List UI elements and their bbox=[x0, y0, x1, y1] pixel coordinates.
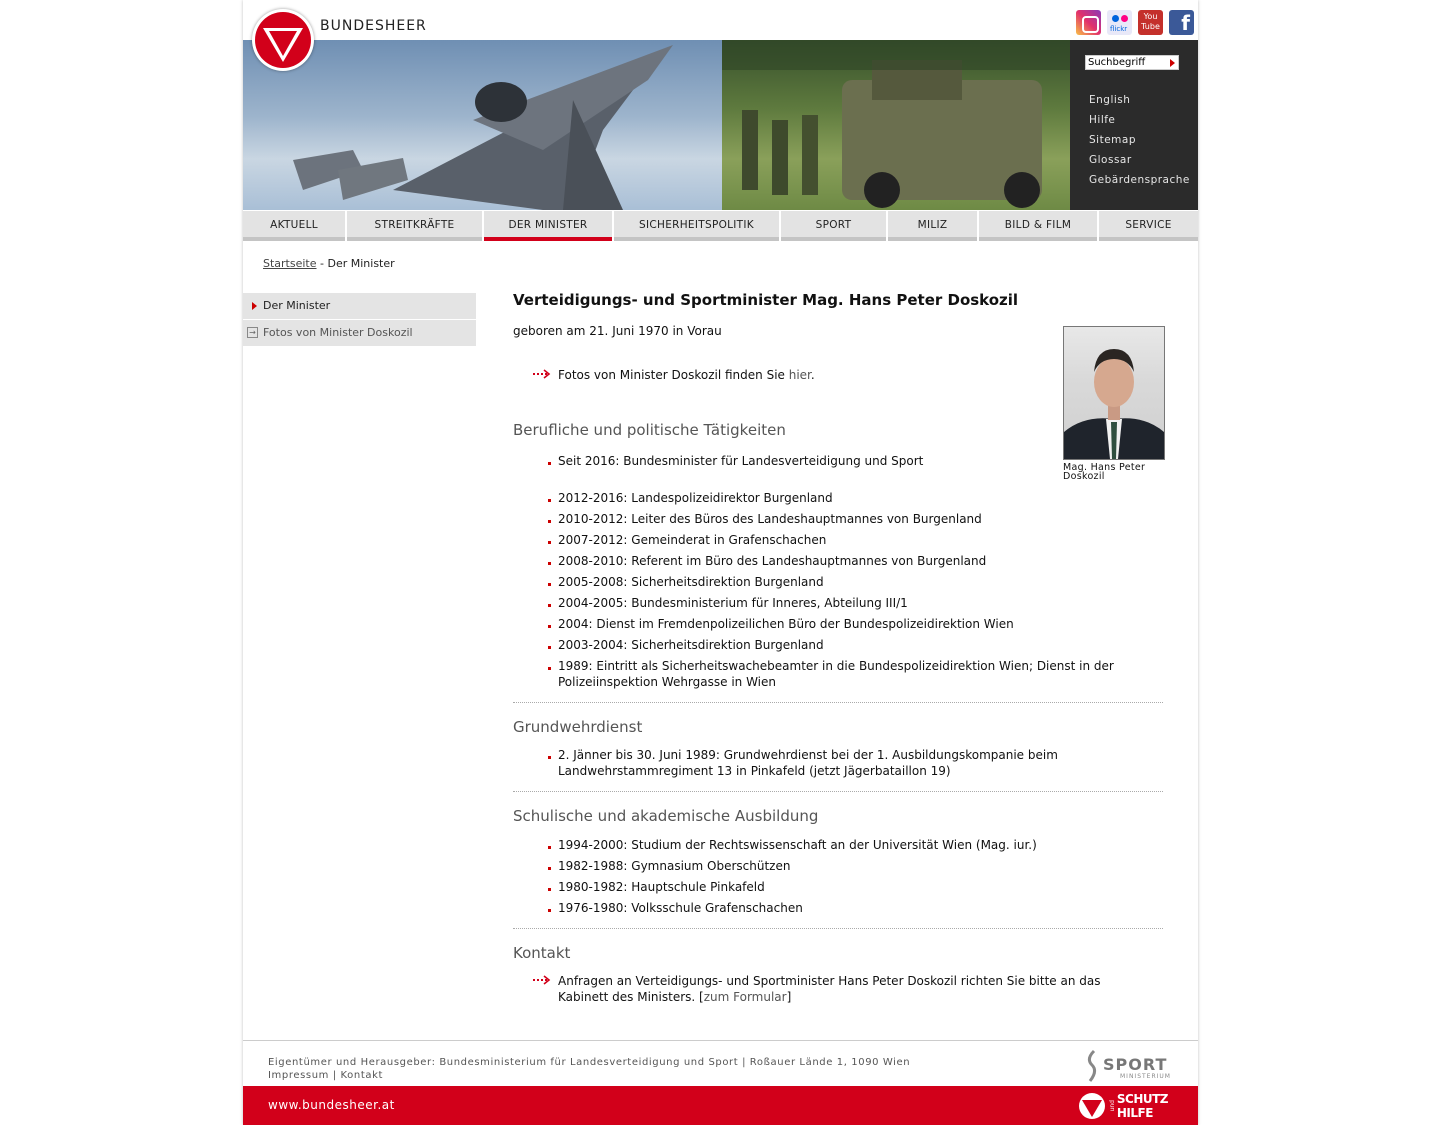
footer-red-bar bbox=[243, 1086, 1198, 1125]
side-link-sitemap[interactable]: Sitemap bbox=[1089, 134, 1136, 146]
list-item: 2005-2008: Sicherheitsdirektion Burgenland bbox=[513, 574, 1163, 590]
main-nav bbox=[243, 211, 1198, 241]
left-menu bbox=[243, 293, 476, 347]
photos-end: . bbox=[810, 368, 815, 382]
side-link-hilfe[interactable]: Hilfe bbox=[1089, 114, 1116, 126]
list-item: 2004: Dienst im Fremdenpolizeilichen Büro der Bundespolizeidirektion Wien bbox=[513, 616, 1163, 632]
list-item: 2. Jänner bis 30. Juni 1989: Grundwehrdienst bei der 1. Ausbildungskompanie beim Landwehrstammregiment 13 in Pinkafeld (jetzt Jägerbataillon 19) bbox=[513, 747, 1073, 779]
ausbildung-list bbox=[513, 837, 1163, 916]
search-placeholder: Suchbegriff bbox=[1088, 57, 1146, 68]
contact-line bbox=[513, 973, 1153, 1005]
side-link-glossar[interactable]: Glossar bbox=[1089, 154, 1132, 166]
sh-logo-und: und bbox=[1108, 1099, 1116, 1112]
list-item: 2003-2004: Sicherheitsdirektion Burgenland bbox=[513, 637, 1163, 653]
list-item: 2012-2016: Landespolizeidirektor Burgenland bbox=[513, 490, 1163, 506]
list-item: 1980-1982: Hauptschule Pinkafeld bbox=[513, 879, 1163, 895]
photo-caption: Mag. Hans Peter Doskozil bbox=[1063, 462, 1146, 482]
breadcrumb-home-link[interactable]: Startseite bbox=[263, 257, 317, 270]
eurofighter-image bbox=[243, 40, 722, 210]
dotted-arrow-icon bbox=[533, 975, 551, 985]
footer-links bbox=[268, 1070, 383, 1081]
left-menu-der-minister[interactable] bbox=[243, 293, 476, 319]
tab-der-minister[interactable]: DER MINISTER bbox=[484, 211, 612, 241]
page bbox=[243, 0, 1198, 1125]
footer bbox=[243, 1040, 1198, 1086]
breadcrumb-current: Der Minister bbox=[327, 257, 395, 270]
list-item: 2004-2005: Bundesministerium für Inneres, Abteilung III/1 bbox=[513, 595, 1163, 611]
tab-sport[interactable]: SPORT bbox=[781, 211, 886, 241]
page-title: Verteidigungs- und Sportminister Mag. Hans Peter Doskozil bbox=[513, 291, 1019, 309]
tab-sicherheitspolitik[interactable]: SICHERHEITSPOLITIK bbox=[614, 211, 779, 241]
tab-miliz[interactable]: MILIZ bbox=[888, 211, 977, 241]
contact-end: ] bbox=[786, 990, 792, 1004]
side-links bbox=[1089, 94, 1190, 194]
bundesheer-logo[interactable] bbox=[252, 9, 314, 71]
tab-streitkraefte[interactable]: STREITKRÄFTE bbox=[347, 211, 482, 241]
breadcrumb-separator: - bbox=[316, 257, 328, 270]
photos-link-line bbox=[513, 367, 1163, 383]
side-link-gebaerdensprache[interactable]: Gebärdensprache bbox=[1089, 174, 1190, 186]
external-link-icon: → bbox=[247, 327, 258, 338]
top-bar bbox=[243, 0, 1198, 40]
section-divider bbox=[513, 702, 1163, 703]
sport-logo-text: SPORT bbox=[1103, 1055, 1168, 1074]
left-menu-label: Fotos von Minister Doskozil bbox=[263, 326, 413, 339]
footer-link-divider: | bbox=[328, 1070, 341, 1081]
career-list bbox=[513, 453, 1163, 690]
photos-text: Fotos von Minister Doskozil finden Sie bbox=[558, 368, 789, 382]
soldiers-image bbox=[722, 40, 1070, 210]
sportministerium-logo[interactable] bbox=[1086, 1049, 1176, 1083]
header-banner bbox=[243, 40, 1198, 210]
search-go-icon[interactable] bbox=[1170, 59, 1175, 67]
social-links bbox=[1076, 10, 1194, 35]
brand-name: BUNDESHEER bbox=[320, 18, 427, 34]
left-menu-fotos[interactable] bbox=[243, 320, 476, 346]
dotted-arrow-icon bbox=[533, 369, 551, 379]
section-title-kontakt: Kontakt bbox=[513, 944, 571, 962]
section-divider bbox=[513, 928, 1163, 929]
sh-logo-hilfe: HILFE bbox=[1116, 1105, 1153, 1120]
schutz-und-hilfe-logo[interactable] bbox=[1078, 1090, 1168, 1121]
tab-service[interactable]: SERVICE bbox=[1099, 211, 1198, 241]
facebook-icon[interactable]: f bbox=[1169, 10, 1194, 35]
search-input[interactable] bbox=[1085, 55, 1179, 70]
contact-form-link[interactable]: zum Formular bbox=[703, 990, 787, 1004]
birth-info: geboren am 21. Juni 1970 in Vorau bbox=[513, 324, 722, 338]
site-url: www.bundesheer.at bbox=[268, 1098, 395, 1112]
tab-bild-film[interactable]: BILD & FILM bbox=[979, 211, 1097, 241]
photos-hier-link[interactable]: hier bbox=[788, 368, 811, 382]
bundesheer-mini-logo-icon bbox=[1078, 1092, 1106, 1120]
list-item: Seit 2016: Bundesminister für Landesverteidigung und Sport bbox=[513, 453, 1163, 469]
list-item: 1994-2000: Studium der Rechtswissenschaft an der Universität Wien (Mag. iur.) bbox=[513, 837, 1163, 853]
main-content bbox=[513, 291, 1163, 1005]
list-item: 2008-2010: Referent im Büro des Landeshauptmannes von Burgenland bbox=[513, 553, 1163, 569]
kontakt-link[interactable]: Kontakt bbox=[340, 1070, 383, 1081]
footer-owner: Eigentümer und Herausgeber: Bundesministerium für Landesverteidigung und Sport | Roßauer Lände 1, 1090 Wien bbox=[268, 1057, 911, 1068]
section-title-ausbildung: Schulische und akademische Ausbildung bbox=[513, 807, 819, 825]
impressum-link[interactable]: Impressum bbox=[268, 1070, 329, 1081]
list-item: 2010-2012: Leiter des Büros des Landeshauptmannes von Burgenland bbox=[513, 511, 1163, 527]
sh-logo-schutz: SCHUTZ bbox=[1116, 1091, 1168, 1106]
flickr-icon[interactable] bbox=[1107, 10, 1132, 35]
breadcrumb bbox=[263, 257, 395, 270]
sport-logo-subtext: MINISTERIUM bbox=[1120, 1073, 1171, 1080]
list-item: 2007-2012: Gemeinderat in Grafenschachen bbox=[513, 532, 1163, 548]
section-divider bbox=[513, 791, 1163, 792]
flickr-label: flickr bbox=[1110, 25, 1128, 33]
left-menu-label: Der Minister bbox=[263, 299, 331, 312]
youtube-icon[interactable]: You Tube bbox=[1138, 10, 1163, 35]
active-arrow-icon bbox=[252, 302, 257, 310]
instagram-icon[interactable] bbox=[1076, 10, 1101, 35]
section-title-career: Berufliche und politische Tätigkeiten bbox=[513, 421, 786, 439]
side-panel bbox=[1070, 40, 1198, 210]
grundwehrdienst-list bbox=[513, 747, 1073, 779]
list-item: 1976-1980: Volksschule Grafenschachen bbox=[513, 900, 1163, 916]
list-item: 1982-1988: Gymnasium Oberschützen bbox=[513, 858, 1163, 874]
contact-text: Anfragen an Verteidigungs- und Sportminister Hans Peter Doskozil richten Sie bitte an das Kabinett des Ministers. [ bbox=[558, 974, 1101, 1004]
side-link-english[interactable]: English bbox=[1089, 94, 1131, 106]
tab-aktuell[interactable]: AKTUELL bbox=[243, 211, 345, 241]
list-item: 1989: Eintritt als Sicherheitswachebeamter in die Bundespolizeidirektion Wien; Dienst in der Polizeiinspektion Wehrgasse in Wien bbox=[513, 658, 1163, 690]
section-title-grundwehrdienst: Grundwehrdienst bbox=[513, 718, 643, 736]
